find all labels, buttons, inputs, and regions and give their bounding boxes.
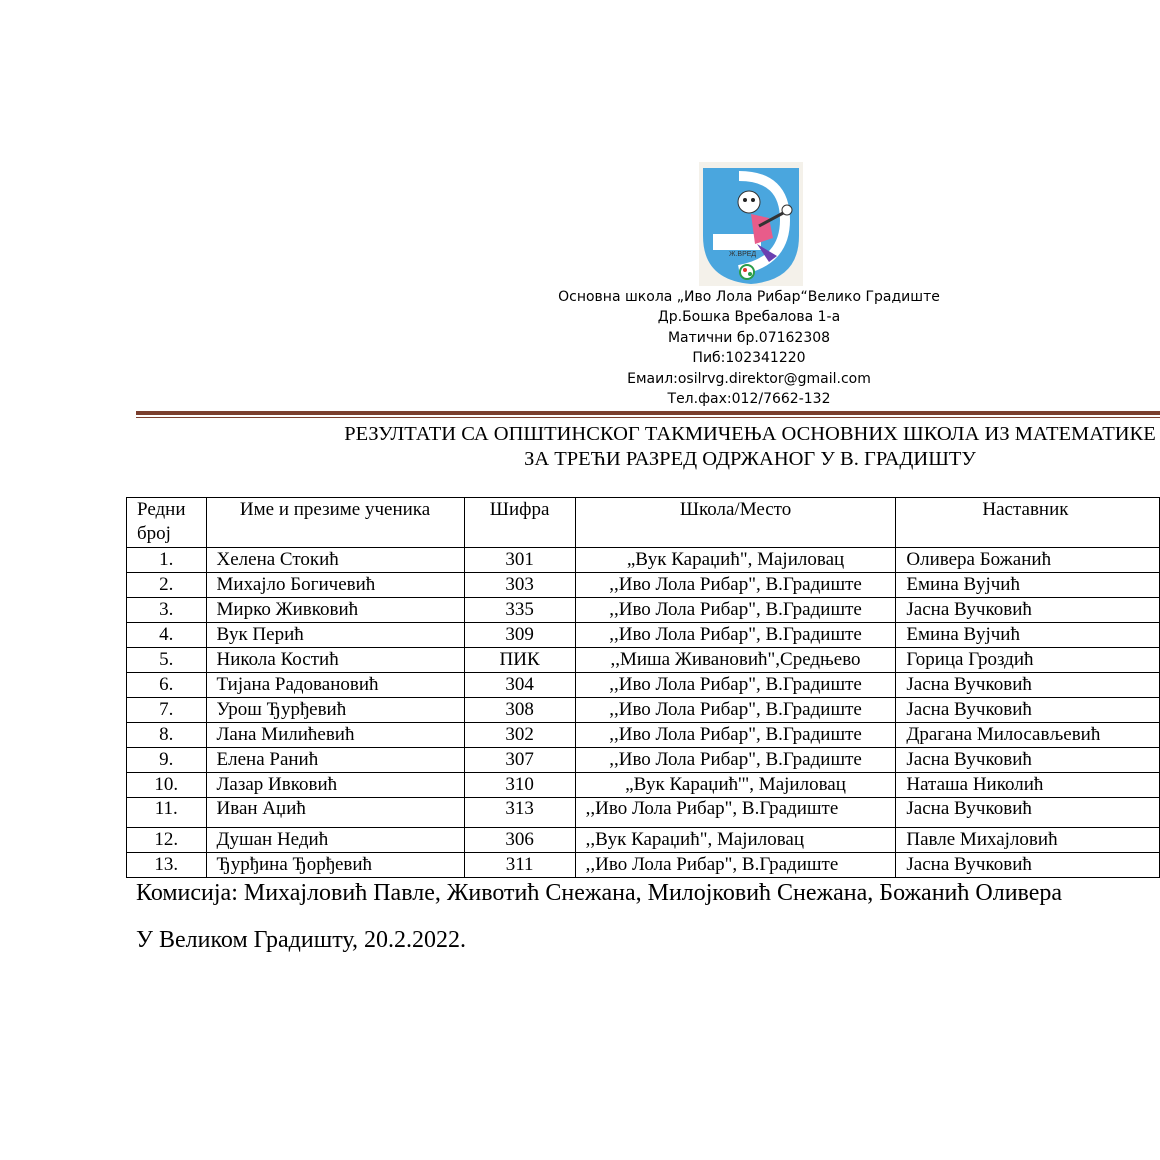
cell-code: 309 [464, 623, 575, 648]
cell-code: 335 [464, 598, 575, 623]
cell-school: ,,Иво Лола Рибар", В.Градиште [575, 623, 896, 648]
cell-number: 13. [127, 853, 207, 878]
cell-code: 308 [464, 698, 575, 723]
header-teacher: Наставник [896, 498, 1160, 548]
table-row [127, 598, 1160, 623]
cell-number: 2. [127, 573, 207, 598]
cell-number: 9. [127, 748, 207, 773]
school-email: Емаил:osilrvg.direktor@gmail.com [627, 370, 871, 387]
table-row [127, 723, 1160, 748]
commission-line: Комисија: Михајловић Павле, Животић Снежана, Милојковић Снежана, Божанић Оливера [136, 880, 1063, 906]
school-name: Основна школа „Иво Лола Рибар“Велико Градиште [558, 289, 940, 305]
cell-student-name: Лазар Ивковић [206, 773, 464, 798]
cell-teacher: Јасна Вучковић [896, 798, 1160, 828]
cell-school: ,,Иво Лола Рибар", В.Градиште [575, 798, 896, 828]
cell-teacher: Емина Вујчић [896, 573, 1160, 598]
table-row [127, 798, 1160, 828]
cell-number: 7. [127, 698, 207, 723]
table-row [127, 673, 1160, 698]
phone-fax: Тел.фах:012/7662-132 [667, 391, 831, 408]
cell-teacher: Јасна Вучковић [896, 853, 1160, 878]
results-table [126, 497, 1160, 878]
table-row [127, 828, 1160, 853]
cell-code: 306 [464, 828, 575, 853]
cell-school: ,,Иво Лола Рибар", В.Градиште [575, 573, 896, 598]
cell-student-name: Никола Костић [206, 648, 464, 673]
school-header [449, 287, 1049, 409]
table-row [127, 748, 1160, 773]
logo-lettering: Ж.ВРЕД [729, 251, 757, 258]
header-code: Шифра [464, 498, 575, 548]
table-row [127, 548, 1160, 573]
cell-student-name: Лана Милићевић [206, 723, 464, 748]
header-school: Школа/Место [575, 498, 896, 548]
cell-teacher: Драгана Милосављевић [896, 723, 1160, 748]
cell-code: 307 [464, 748, 575, 773]
cell-number: 8. [127, 723, 207, 748]
cell-student-name: Иван Аџић [206, 798, 464, 828]
table-row [127, 773, 1160, 798]
school-logo [699, 162, 803, 286]
cell-school: ,,Иво Лола Рибар", В.Градиште [575, 723, 896, 748]
cell-number: 4. [127, 623, 207, 648]
cell-student-name: Михајло Богичевић [206, 573, 464, 598]
cell-number: 11. [127, 798, 207, 828]
table-row [127, 853, 1160, 878]
table-row [127, 698, 1160, 723]
table-header-row [127, 498, 1160, 548]
table-row [127, 623, 1160, 648]
cell-teacher: Јасна Вучковић [896, 598, 1160, 623]
cell-student-name: Душан Недић [206, 828, 464, 853]
title-line-2: ЗА ТРЕЋИ РАЗРЕД ОДРЖАНОГ У В. ГРАДИШТУ [524, 448, 976, 470]
cell-teacher: Наташа Николић [896, 773, 1160, 798]
cell-school: ,,Миша Живановић",Средњево [575, 648, 896, 673]
header-student-name: Име и презиме ученика [206, 498, 464, 548]
header-ordinal [127, 498, 207, 548]
cell-code: ПИК [464, 648, 575, 673]
cell-code: 311 [464, 853, 575, 878]
cell-school: ,,Вук Караџић", Мајиловац [575, 828, 896, 853]
tax-id: Пиб:102341220 [692, 350, 806, 367]
cell-teacher: Оливера Божанић [896, 548, 1160, 573]
cell-school: ,,Иво Лола Рибар", В.Градиште [575, 698, 896, 723]
cell-code: 310 [464, 773, 575, 798]
header-ordinal-line2: број [137, 523, 171, 544]
table-row [127, 573, 1160, 598]
cell-student-name: Хелена Стокић [206, 548, 464, 573]
cell-number: 6. [127, 673, 207, 698]
cell-number: 10. [127, 773, 207, 798]
cell-teacher: Горица Гроздић [896, 648, 1160, 673]
cell-school: ,,Иво Лола Рибар", В.Градиште [575, 673, 896, 698]
cell-number: 1. [127, 548, 207, 573]
cell-school: ,,Иво Лола Рибар", В.Градиште [575, 598, 896, 623]
cell-student-name: Вук Перић [206, 623, 464, 648]
cell-teacher: Павле Михајловић [896, 828, 1160, 853]
header-divider-thin [136, 417, 1160, 418]
header-divider-thick [136, 411, 1160, 415]
school-address: Др.Бошка Вребалова 1-а [657, 309, 841, 326]
cell-number: 12. [127, 828, 207, 853]
cell-student-name: Тијана Радовановић [206, 673, 464, 698]
header-ordinal-line1: Редни [137, 499, 186, 520]
cell-number: 5. [127, 648, 207, 673]
cell-code: 303 [464, 573, 575, 598]
cell-student-name: Ђурђина Ђорђевић [206, 853, 464, 878]
cell-code: 302 [464, 723, 575, 748]
cell-number: 3. [127, 598, 207, 623]
cell-student-name: Урош Ђурђевић [206, 698, 464, 723]
cell-teacher: Емина Вујчић [896, 623, 1160, 648]
document-title [136, 422, 1160, 472]
cell-code: 304 [464, 673, 575, 698]
cell-teacher: Јасна Вучковић [896, 698, 1160, 723]
title-line-1: РЕЗУЛТАТИ СА ОПШТИНСКОГ ТАКМИЧЕЊА ОСНОВНИХ ШКОЛА ИЗ МАТЕМАТИКЕ [344, 423, 1156, 445]
cell-teacher: Јасна Вучковић [896, 748, 1160, 773]
cell-school: „Вук Караџић'", Мајиловац [575, 773, 896, 798]
cell-school: ,,Иво Лола Рибар", В.Градиште [575, 853, 896, 878]
cell-school: „Вук Караџић", Мајиловац [575, 548, 896, 573]
cell-student-name: Елена Ранић [206, 748, 464, 773]
table-row [127, 648, 1160, 673]
cell-code: 301 [464, 548, 575, 573]
cell-code: 313 [464, 798, 575, 828]
cell-teacher: Јасна Вучковић [896, 673, 1160, 698]
registry-number: Матични бр.07162308 [667, 329, 831, 346]
cell-student-name: Мирко Живковић [206, 598, 464, 623]
place-date-line: У Великом Градишту, 20.2.2022. [136, 927, 466, 953]
cell-school: ,,Иво Лола Рибар", В.Градиште [575, 748, 896, 773]
